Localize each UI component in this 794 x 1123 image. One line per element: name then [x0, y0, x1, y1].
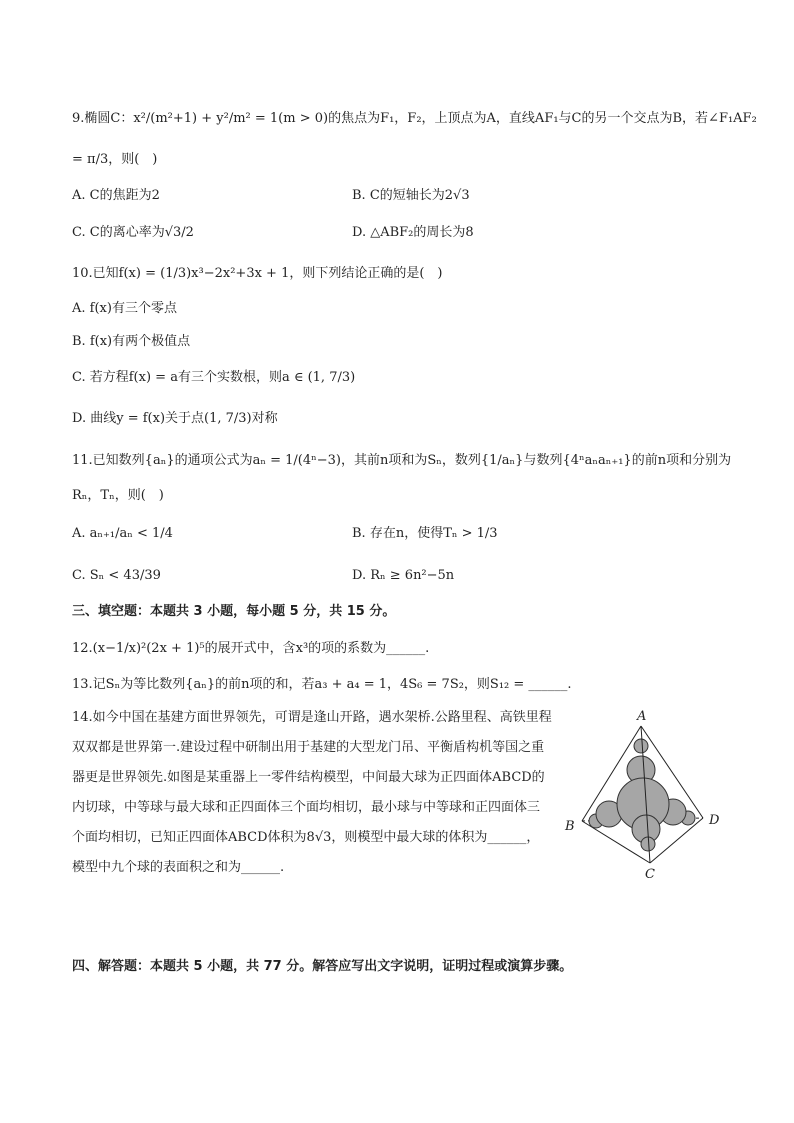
q9-option-d: D. △ABF₂的周长为8 [352, 225, 474, 240]
q9-stem-line1: 9.椭圆C：x²/(m²+1) + y²/m² = 1(m > 0)的焦点为F₁，F₂，上顶点为A，直线AF₁与C的另一个交点为B，若∠F₁AF₂ [72, 111, 757, 126]
q10-option-c: C. 若方程f(x) = a有三个实数根，则a ∈ (1, 7/3) [72, 370, 356, 385]
q9-option-c: C. C的离心率为√3/2 [72, 225, 194, 240]
q9-stem-line2: = π/3，则( ) [72, 152, 158, 167]
q11-option-d: D. Rₙ ≥ 6n²−5n [352, 568, 455, 583]
vertex-label-a: A [637, 709, 647, 724]
vertex-label-d: D [709, 813, 720, 828]
q11-option-a: A. aₙ₊₁/aₙ < 1/4 [72, 526, 173, 541]
q11-stem-line1: 11.已知数列{aₙ}的通项公式为aₙ = 1/(4ⁿ−3)，其前n项和为Sₙ，数列{1/aₙ}与数列{4ⁿaₙaₙ₊₁}的前n项和分别为 [72, 453, 732, 468]
q11-stem-line2: Rₙ，Tₙ，则( ) [72, 488, 164, 503]
section-three-heading: 三、填空题：本题共 3 小题，每小题 5 分，共 15 分。 [72, 604, 396, 619]
q13-text: 13.记Sₙ为等比数列{aₙ}的前n项的和，若a₃ + a₄ = 1，4S₆ = 7S₂，则S₁₂ = ______. [72, 677, 572, 692]
q11-option-b: B. 存在n，使得Tₙ > 1/3 [352, 526, 498, 541]
q11-option-c: C. Sₙ < 43/39 [72, 568, 161, 583]
section-four-heading: 四、解答题：本题共 5 小题，共 77 分。解答应写出文字说明，证明过程或演算步骤。 [72, 959, 573, 974]
q10-option-b: B. f(x)有两个极值点 [72, 334, 191, 349]
q9-option-a: A. C的焦距为2 [72, 188, 160, 203]
q14-text: 14.如今中国在基建方面世界领先，可谓是逢山开路，遇水架桥.公路里程、高铁里程双双都是世界第一.建设过程中研制出用于基建的大型龙门吊、平衡盾构机等国之重器更是世界领先.如图是某重器上一零件结构模型，中间最大球为正四面体ABCD的内切球，中等球与最大球和正四面体三个面均相切，最小球与中等球和正四面体三个面均相切，已知正四面体ABCD体积为8√3，则模型中最大球的体积为______，模型中九个球的表面积之和为______. [72, 710, 552, 875]
q10-stem: 10.已知f(x) = (1/3)x³−2x²+3x + 1，则下列结论正确的是( ) [72, 266, 443, 281]
vertex-label-c: C [645, 867, 655, 882]
tetrahedron-figure [560, 708, 730, 883]
q9-option-b: B. C的短轴长为2√3 [352, 188, 470, 203]
small-sphere-top [634, 739, 648, 753]
q10-option-a: A. f(x)有三个零点 [72, 301, 177, 316]
q12-text: 12.(x−1/x)²(2x + 1)⁵的展开式中，含x³的项的系数为______. [72, 641, 430, 656]
vertex-label-b: B [565, 819, 575, 834]
q10-option-d: D. 曲线y = f(x)关于点(1, 7/3)对称 [72, 411, 278, 426]
